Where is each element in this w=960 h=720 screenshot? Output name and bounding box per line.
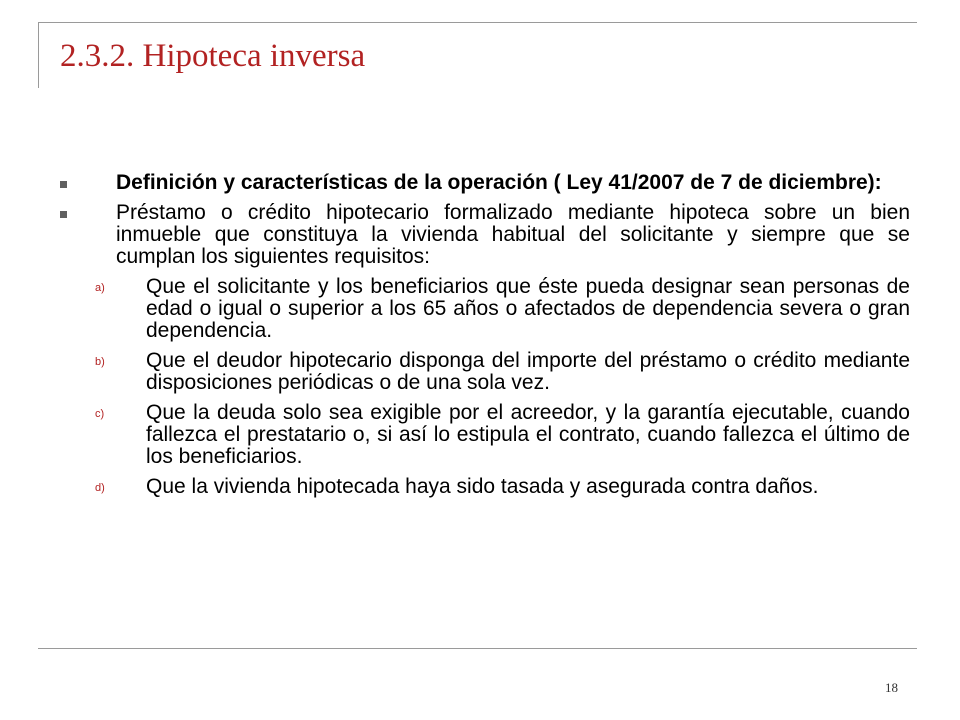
- list-item-text: Que el deudor hipotecario disponga del importe del préstamo o crédito mediante disposiciones periódicas o de una sola vez.: [146, 349, 910, 394]
- list-marker: a): [95, 282, 105, 294]
- bullet-definition: [60, 172, 910, 194]
- footer-rule: [38, 648, 917, 649]
- slide-content: [60, 172, 910, 506]
- bullet-text: Definición y características de la operación ( Ley 41/2007 de 7 de diciembre):: [116, 171, 882, 194]
- bullet-prestamo: [60, 202, 910, 268]
- list-item-text: Que el solicitante y los beneficiarios que éste pueda designar sean personas de edad o igual o superior a los 65 años o afectados de dependencia severa o gran dependencia.: [146, 275, 910, 342]
- list-marker: d): [95, 482, 105, 494]
- list-item: [60, 476, 910, 498]
- list-item: [60, 276, 910, 342]
- list-item-text: Que la deuda solo sea exigible por el acreedor, y la garantía ejecutable, cuando fallezca el prestatario o, si así lo estipula el contrato, cuando fallezca el último de los beneficiarios.: [146, 401, 910, 468]
- square-bullet-icon: [60, 181, 67, 188]
- list-marker: b): [95, 356, 105, 368]
- page-number: 18: [885, 680, 898, 695]
- list-item: [60, 402, 910, 468]
- square-bullet-icon: [60, 211, 67, 218]
- slide-title: 2.3.2. Hipoteca inversa: [60, 38, 366, 74]
- list-item: [60, 350, 910, 394]
- bullet-text: Préstamo o crédito hipotecario formalizado mediante hipoteca sobre un bien inmueble que constituya la vivienda habitual del solicitante y siempre que se cumplan los siguientes requisitos:: [116, 201, 910, 268]
- left-rule: [38, 22, 39, 88]
- list-item-text: Que la vivienda hipotecada haya sido tasada y asegurada contra daños.: [146, 475, 819, 498]
- list-marker: c): [95, 408, 105, 420]
- top-rule: [38, 22, 917, 23]
